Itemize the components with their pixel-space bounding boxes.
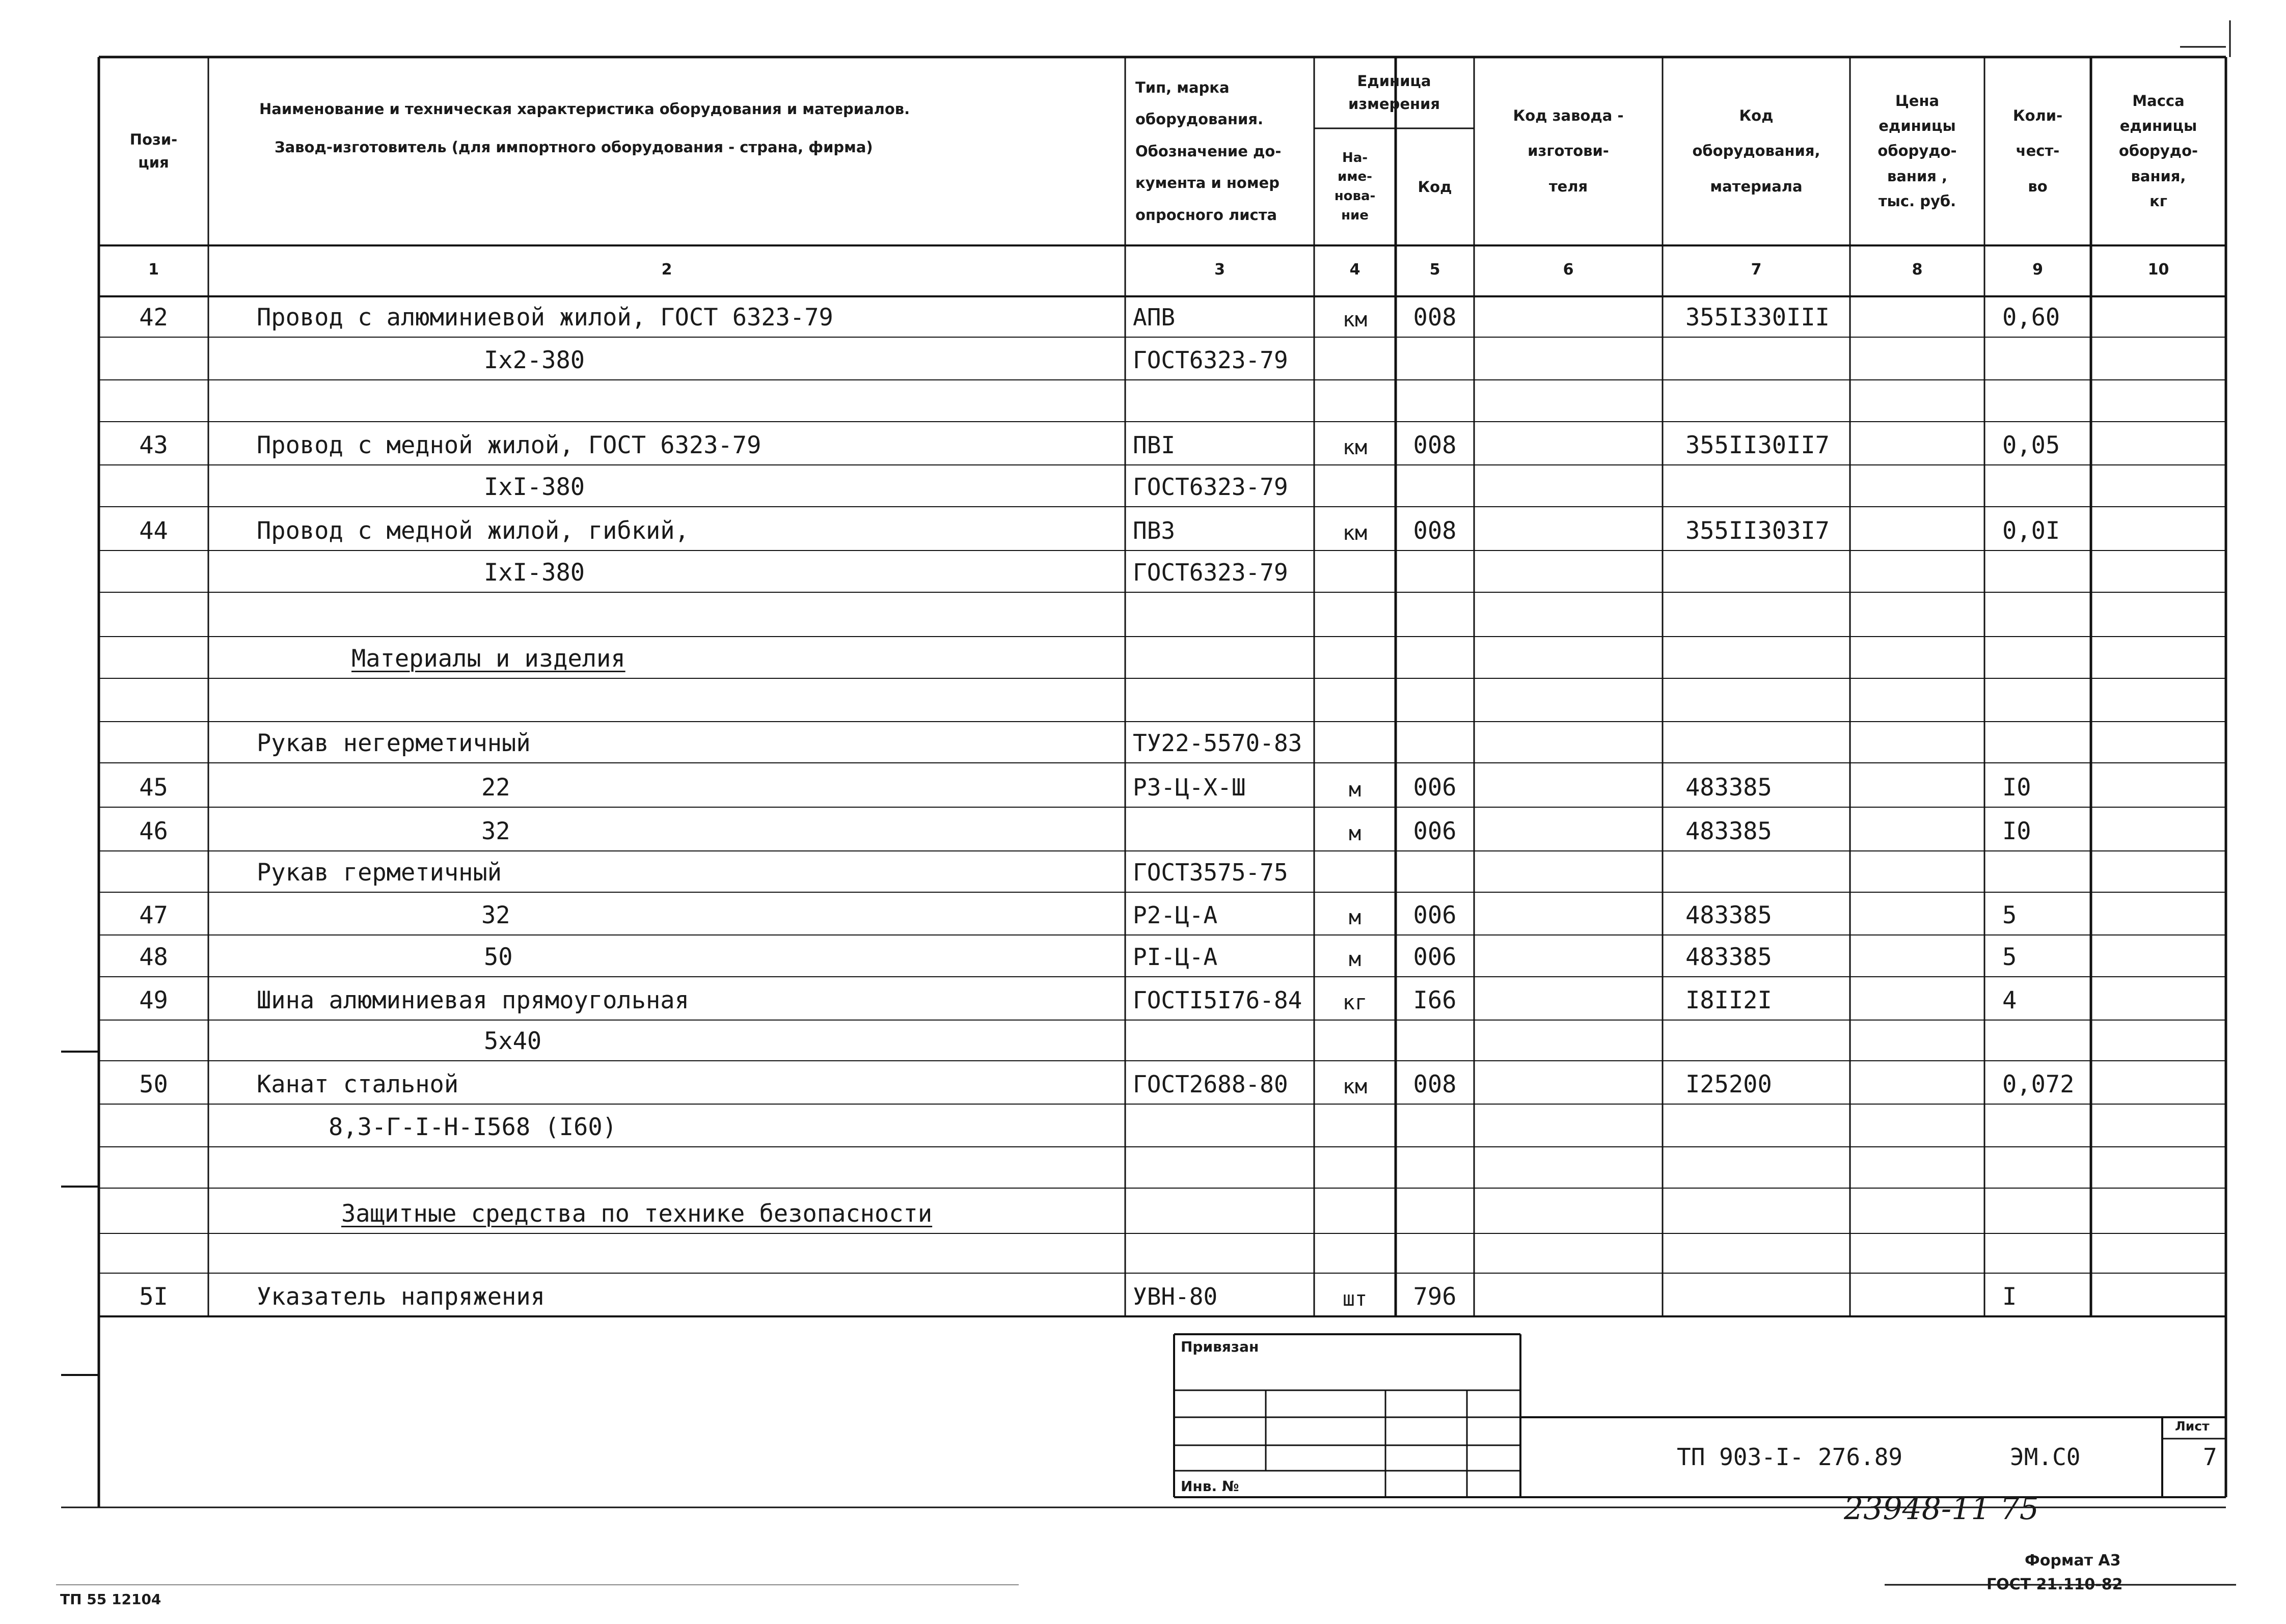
row-type: ПВI [1133,431,1176,459]
row-position: 44 [139,517,168,545]
row-position: 5I [139,1283,168,1311]
row-unit-code: 008 [1413,304,1457,332]
row-equipment-code: 483385 [1685,774,1772,802]
header-mass: Масса единицы оборудо- вания, кг [2118,92,2198,210]
row-position: 43 [139,431,168,459]
row-quantity: I0 [2002,774,2031,802]
header-unit-group: Единица измерения [1348,72,1440,113]
row-equipment-code: 483385 [1685,901,1772,929]
stamp-inv-label: Инв. № [1181,1478,1239,1495]
row-type: ГОСТ6323-79 [1133,346,1288,374]
row-type: ГОСТ2688-80 [1133,1070,1288,1098]
row-unit: м [1348,948,1362,971]
row-name: 32 [481,817,510,845]
row-unit-code: 006 [1413,774,1457,802]
row-type: ГОСТ6323-79 [1133,559,1288,586]
row-position: 45 [139,774,168,802]
row-equipment-code: I25200 [1685,1070,1772,1098]
row-unit: шт [1342,1287,1368,1311]
header-name [259,98,1074,159]
row-unit-code: 008 [1413,1070,1457,1098]
footer-left-code: ТП 55 12104 [60,1591,161,1608]
header-factory-code: Код завода - изготови- теля [1513,106,1624,195]
row-equipment-code: 483385 [1685,943,1772,971]
column-number: 3 [1214,261,1225,279]
footer-gost: ГОСТ 21.110-82 [1986,1576,2123,1593]
row-name: Шина алюминиевая прямоугольная [257,986,689,1014]
row-position: 49 [139,986,168,1014]
header-name-line1: Наименование и техническая характеристика оборудования и материалов. [259,100,910,118]
row-unit: м [1348,906,1362,929]
row-name: Провод с медной жилой, гибкий, [257,517,689,545]
row-name: 32 [481,901,510,929]
row-unit-code: 006 [1413,817,1457,845]
row-quantity: 0,072 [2002,1070,2075,1098]
row-position: 42 [139,304,168,332]
row-quantity: I [2002,1283,2017,1311]
row-equipment-code: 355II303I7 [1685,517,1830,545]
row-quantity: 0,05 [2002,431,2060,459]
row-type: ГОСТI5I76-84 [1133,986,1302,1014]
row-name: IхI-380 [484,473,585,501]
row-name: Канат стальной [257,1070,459,1098]
row-name: 22 [481,774,510,802]
row-unit: км [1342,1075,1368,1098]
row-unit: км [1342,436,1368,459]
row-position: 50 [139,1070,168,1098]
row-type: ПВ3 [1133,517,1176,544]
row-name: Защитные средства по технике безопасности [341,1200,933,1228]
row-quantity: 0,60 [2002,304,2060,332]
row-name: Материалы и изделия [351,645,625,673]
column-number: 2 [661,261,672,279]
row-type: АПВ [1133,304,1176,331]
row-name: Провод с медной жилой, ГОСТ 6323-79 [257,431,761,459]
stamp-mark: ЭМ.С0 [2010,1443,2081,1471]
row-unit-code: 006 [1413,901,1457,929]
row-name: 8,3-Г-I-Н-I568 (I60) [329,1113,617,1141]
row-position: 47 [139,901,168,929]
header-unit-code: Код [1418,178,1452,196]
header-price: Цена единицы оборудо- вания , тыс. руб. [1877,92,1957,210]
column-number: 1 [148,261,159,279]
header-name-line2: Завод-изготовитель (для импортного оборудования - страна, фирма) [275,138,873,156]
row-unit-code: 008 [1413,517,1457,545]
row-unit-code: 796 [1413,1283,1457,1311]
row-unit: км [1342,521,1368,545]
row-quantity: 0,0I [2002,517,2060,545]
row-position: 48 [139,943,168,971]
row-unit-code: 006 [1413,943,1457,971]
row-quantity: I0 [2002,817,2031,845]
row-quantity: 4 [2002,986,2017,1014]
row-unit: м [1348,778,1362,802]
header-position: Пози- ция [129,131,178,171]
row-name: Iх2-380 [484,346,585,374]
stamp-sheet-number: 7 [2203,1443,2217,1471]
header-equipment-code: Код оборудования, материала [1692,106,1820,195]
row-name: Указатель напряжения [257,1283,545,1311]
header-type: Тип, марка оборудования. Обозначение до- кумента и номер опросного листа [1135,79,1282,224]
row-position: 46 [139,817,168,845]
row-type: Р2-Ц-А [1133,901,1218,929]
row-name: IхI-380 [484,559,585,587]
column-number: 5 [1429,261,1440,279]
row-equipment-code: 355II30II7 [1685,431,1830,459]
row-unit: кг [1342,991,1368,1014]
row-unit-code: I66 [1413,986,1457,1014]
row-name: 50 [484,943,513,971]
column-number: 7 [1751,261,1762,279]
header-quantity: Коли- чест- во [2012,106,2063,195]
row-type: РI-Ц-А [1133,943,1218,971]
row-equipment-code: 355I330III [1685,304,1830,332]
row-type: ТУ22-5570-83 [1133,729,1302,757]
header-unit-name: На- име- нова- ние [1334,150,1376,223]
row-quantity: 5 [2002,901,2017,929]
stamp-sheet-label: Лист [2175,1419,2210,1434]
row-type: ГОСТ6323-79 [1133,473,1288,501]
column-number: 4 [1349,261,1360,279]
row-type: ГОСТ3575-75 [1133,859,1288,886]
row-unit-code: 008 [1413,431,1457,459]
handwritten-number: 23948-11 75 [1844,1491,2039,1527]
row-equipment-code: I8II2I [1685,986,1772,1014]
stamp-doc-code: ТП 903-I- 276.89 [1677,1443,1903,1471]
column-number: 8 [1912,261,1923,279]
row-name: Рукав герметичный [257,859,502,887]
row-name: Провод с алюминиевой жилой, ГОСТ 6323-79 [257,304,833,332]
row-quantity: 5 [2002,943,2017,971]
row-name: Рукав негерметичный [257,729,531,757]
row-unit: км [1342,308,1368,332]
row-type: УВН-80 [1133,1283,1218,1310]
row-unit: м [1348,822,1362,845]
column-number: 6 [1563,261,1574,279]
stamp-privyazan-label: Привязан [1181,1338,1259,1355]
row-type: Р3-Ц-Х-Ш [1133,774,1246,801]
column-number: 9 [2032,261,2043,279]
footer-format: Формат А3 [2025,1552,2121,1570]
column-number: 10 [2147,261,2169,279]
row-name: 5х40 [484,1027,542,1055]
row-equipment-code: 483385 [1685,817,1772,845]
